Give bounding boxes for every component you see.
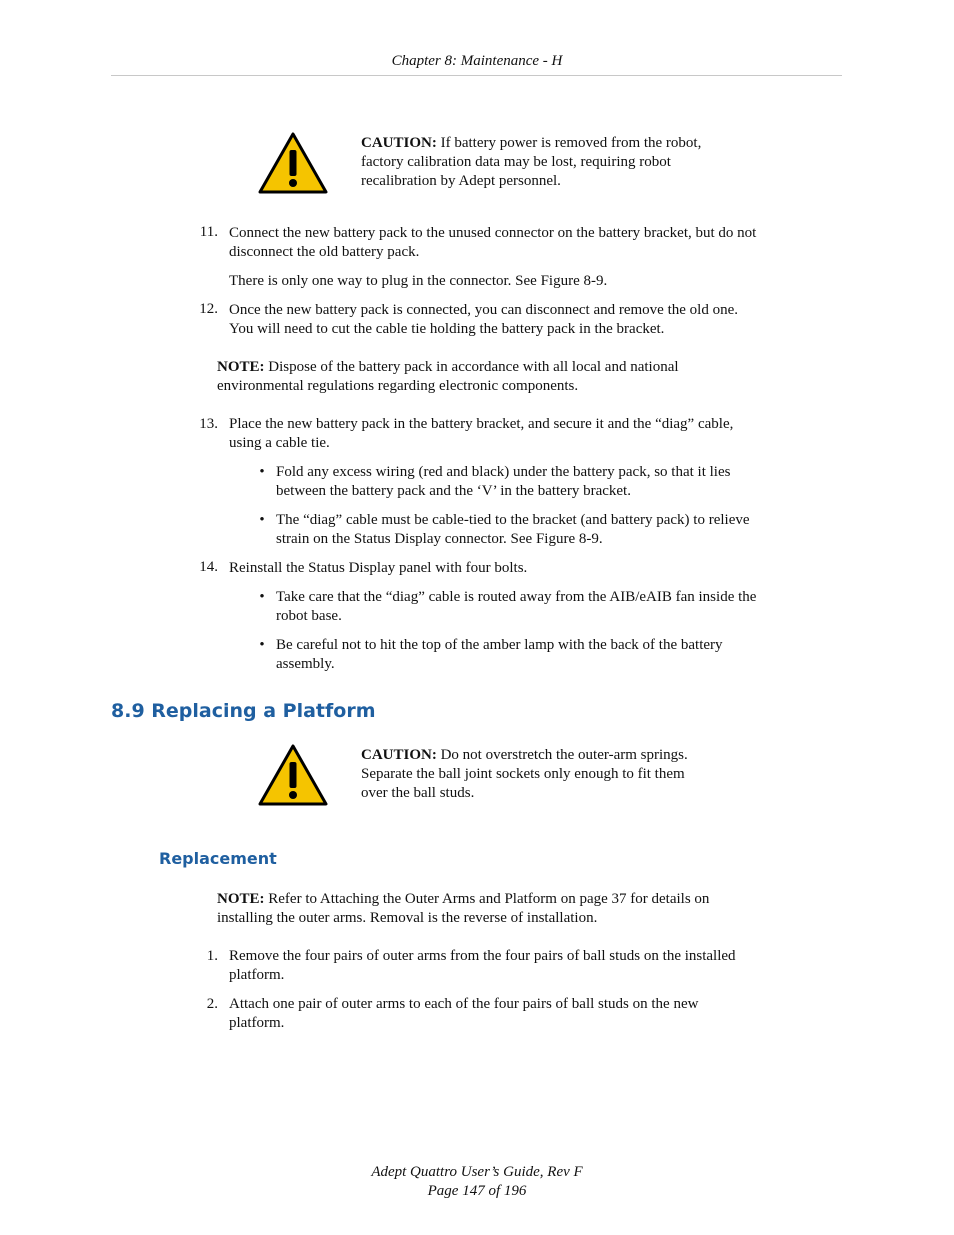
step-number: 11. [199,224,218,240]
footer-title: Adept Quattro User’s Guide, Rev F [371,1164,583,1180]
bullet-icon: • [259,512,265,528]
page-header: Chapter 8: Maintenance - H [391,53,563,69]
bullet-item: Be careful not to hit the top of the amber lamp with the back of the battery assembly. [276,637,723,672]
step-number: 13. [199,416,218,432]
step-number: 14. [199,559,218,575]
bullet-icon: • [259,589,265,605]
step-11-text: Connect the new battery pack to the unused connector on the battery bracket, but do not disconnect the old battery pack. [229,225,757,260]
caution-label: CAUTION: [361,747,437,763]
subsection-heading: Replacement [159,849,277,868]
replace-step-2-text: Attach one pair of outer arms to each of the four pairs of ball studs on the new platform. [229,996,699,1031]
replace-step-1-text: Remove the four pairs of outer arms from the four pairs of ball studs on the installed platform. [229,948,736,983]
step-13-text: Place the new battery pack in the battery bracket, and secure it and the “diag” cable, using a cable tie. [229,416,734,451]
note-1: NOTE: Dispose of the battery pack in accordance with all local and national environmental regulations regarding electronic components. [217,359,679,394]
note-label: NOTE: [217,891,265,907]
step-11-para: There is only one way to plug in the connector. See Figure 8-9. [229,273,608,289]
step-number: 1. [206,948,218,964]
step-number: 12. [199,301,218,317]
step-number: 2. [206,996,218,1012]
section-heading: 8.9 Replacing a Platform [111,700,376,722]
bullet-item: The “diag” cable must be cable-tied to the bracket (and battery pack) to relieve strain on the Status Display connector. See Figure 8-9. [276,512,750,547]
header-rule [111,75,842,76]
caution-text-1: CAUTION: If battery power is removed from the robot, factory calibration data may be lost, requiring robot recalibration by Adept personnel. [361,135,702,189]
bullet-item: Fold any excess wiring (red and black) under the battery pack, so that it lies between the battery pack and the ‘V’ in the battery bracket. [276,464,731,499]
note-label: NOTE: [217,359,265,375]
warning-triangle-icon [258,744,328,812]
bullet-icon: • [259,464,265,480]
step-12-text: Once the new battery pack is connected, you can disconnect and remove the old one. You will need to cut the cable tie holding the battery pack in the bracket. [229,302,738,337]
caution-text-2: CAUTION: Do not overstretch the outer-arm springs. Separate the ball joint sockets only enough to fit them over the ball studs. [361,747,688,801]
step-14-text: Reinstall the Status Display panel with four bolts. [229,560,528,576]
bullet-item: Take care that the “diag” cable is routed away from the AIB/eAIB fan inside the robot base. [276,589,757,624]
warning-triangle-icon [258,132,328,200]
footer-page-number: Page 147 of 196 [427,1183,527,1199]
caution-label: CAUTION: [361,135,437,151]
bullet-icon: • [259,637,265,653]
note-2: NOTE: Refer to Attaching the Outer Arms and Platform on page 37 for details on installing the outer arms. Removal is the reverse of installation. [217,891,710,926]
